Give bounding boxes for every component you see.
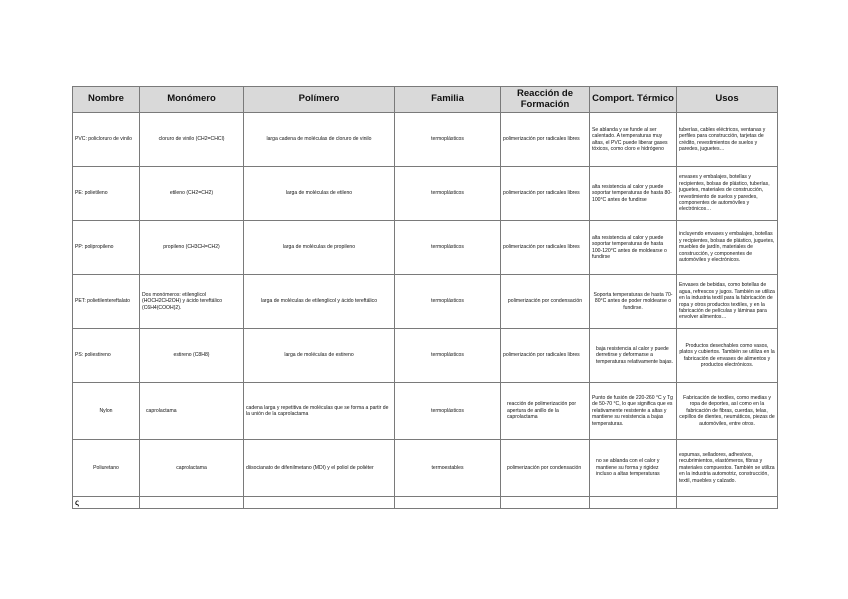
table-row (73, 167, 778, 221)
header-monomero: Monómero (140, 87, 244, 113)
empty-cell (140, 497, 244, 509)
table-row (73, 440, 778, 497)
empty-cell (395, 497, 501, 509)
table-row (73, 329, 778, 383)
empty-cell (501, 497, 590, 509)
cell-reaccion: reacción de polimerización por apertura de anillo de la caprolactama (501, 383, 590, 440)
cell-nombre: PET: polietilentereftalato (73, 275, 140, 329)
header-comport: Comport. Térmico (590, 87, 677, 113)
cell-polimero: larga de moléculas de etilenglicol y ácido tereftálico (244, 275, 395, 329)
cell-usos: Fabricación de textiles, como medias y ropa de deportes, así como en la fabricación de fibras, cuerdas, telas, cepillos de dientes, neumáticos, piezas de automóviles, entre otros. (677, 383, 778, 440)
cell-comport: no se ablanda con el calor y mantiene su forma y rigidez incluso a altas temperaturas (590, 440, 677, 497)
cell-usos: Envases de bebidas, como botellas de agua, refrescos y jugos. También se utiliza en la industria textil para la fabricación de ropa y otros productos textiles, y en la fabricación de películas y láminas para envolver alimentos… (677, 275, 778, 329)
cell-familia: termoplásticos (395, 329, 501, 383)
cell-monomero: estireno (C8H8) (140, 329, 244, 383)
cell-monomero: caprolactama (140, 440, 244, 497)
cell-monomero: caprolactama (140, 383, 244, 440)
cell-comport: baja resistencia al calor y puede derretirse y deformarse a temperaturas relativamente bajas. (590, 329, 677, 383)
table-row-empty (73, 497, 778, 509)
cell-polimero: larga de moléculas de propileno (244, 221, 395, 275)
cell-polimero: diisocianato de difenilmetano (MDI) y el poliol de poliéter (244, 440, 395, 497)
cell-familia: termoplásticos (395, 221, 501, 275)
cell-familia: termoestables (395, 440, 501, 497)
cell-monomero: Dos monómeros: etilenglicol (HOCH2CH2OH) y ácido tereftálico (C6H4(COOH)2). (140, 275, 244, 329)
cell-usos: Productos desechables como vasos, platos y cubiertos. También se utiliza en la fabricación de envases de alimentos y productos electrónicos. (677, 329, 778, 383)
document-table-container (72, 86, 777, 509)
header-familia: Familia (395, 87, 501, 113)
cell-reaccion: polimerización por radicales libres (501, 113, 590, 167)
cell-polimero: larga de moléculas de estireno (244, 329, 395, 383)
empty-cell (590, 497, 677, 509)
table-row (73, 221, 778, 275)
cell-nombre: Nylon (73, 383, 140, 440)
cell-familia: termoplásticos (395, 383, 501, 440)
cell-polimero: larga de moléculas de etileno (244, 167, 395, 221)
cell-comport: alta resistencia al calor y puede soportar temperaturas de hasta 100-120°C antes de moldearse o fundirse (590, 221, 677, 275)
trailing-mark: ς (73, 497, 140, 509)
cell-reaccion: polimerización por radicales libres (501, 221, 590, 275)
cell-nombre: PS: poliestireno (73, 329, 140, 383)
cell-nombre: PP: polipropileno (73, 221, 140, 275)
header-usos: Usos (677, 87, 778, 113)
cell-comport: alta resistencia al calor y puede soportar temperaturas de hasta 80-100°C antes de fundirse (590, 167, 677, 221)
cell-comport: Punto de fusión de 220-260 °C y Tg de 50-70 °C, lo que significa que es relativamente resistente a altas y mantiene su resistencia a bajas temperaturas. (590, 383, 677, 440)
cell-nombre: PE: polietileno (73, 167, 140, 221)
cell-usos: envases y embalajes, botellas y recipientes, bolsas de plástico, tuberías, juguetes, materiales de construcción, revestimiento de suelos y paredes, componentes de automóviles y electrónicos… (677, 167, 778, 221)
cell-reaccion: polimerización por condensación (501, 440, 590, 497)
header-polimero: Polímero (244, 87, 395, 113)
header-row (73, 87, 778, 113)
cell-reaccion: polimerización por condensación (501, 275, 590, 329)
cell-reaccion: polimerización por radicales libres (501, 167, 590, 221)
table-row (73, 275, 778, 329)
cell-nombre: PVC: policloruro de vinilo (73, 113, 140, 167)
cell-familia: termoplásticos (395, 275, 501, 329)
cell-usos: tuberías, cables eléctricos, ventanas y perfiles para construcción, tarjetas de crédito, revestimientos de suelos y paredes, juguetes… (677, 113, 778, 167)
cell-polimero: cadena larga y repetitiva de moléculas que se forma a partir de la unión de la caprolactama (244, 383, 395, 440)
table-row (73, 113, 778, 167)
cell-familia: termoplásticos (395, 167, 501, 221)
header-nombre: Nombre (73, 87, 140, 113)
empty-cell (677, 497, 778, 509)
cell-nombre: Poliuretano (73, 440, 140, 497)
cell-usos: incluyendo envases y embalajes, botellas y recipientes, bolsas de plástico, juguetes, muebles de jardín, materiales de construcción, y componentes de automóviles y electrónicos. (677, 221, 778, 275)
empty-cell (244, 497, 395, 509)
cell-monomero: cloruro de vinilo (CH2=CHCl) (140, 113, 244, 167)
cell-polimero: larga cadena de moléculas de cloruro de vinilo (244, 113, 395, 167)
cell-monomero: propileno (CH3CH=CH2) (140, 221, 244, 275)
cell-monomero: etileno (CH2=CH2) (140, 167, 244, 221)
polymers-table (72, 86, 778, 509)
table-row (73, 383, 778, 440)
cell-comport: Se ablanda y se funde al ser calentado. A temperaturas muy altas, el PVC puede liberar gases tóxicos, como cloro e hidrógeno (590, 113, 677, 167)
cell-usos: espumas, selladores, adhesivos, recubrimientos, elastómeros, fibras y materiales compuestos. También se utiliza en la industria automotriz, construcción, textil, muebles y calzado. (677, 440, 778, 497)
cell-comport: Soporta temperaturas de hasta 70-80°C antes de poder moldearse o fundirse. (590, 275, 677, 329)
header-reaccion: Reacción de Formación (501, 87, 590, 113)
cell-reaccion: polimerización por radicales libres (501, 329, 590, 383)
cell-familia: termoplásticos (395, 113, 501, 167)
